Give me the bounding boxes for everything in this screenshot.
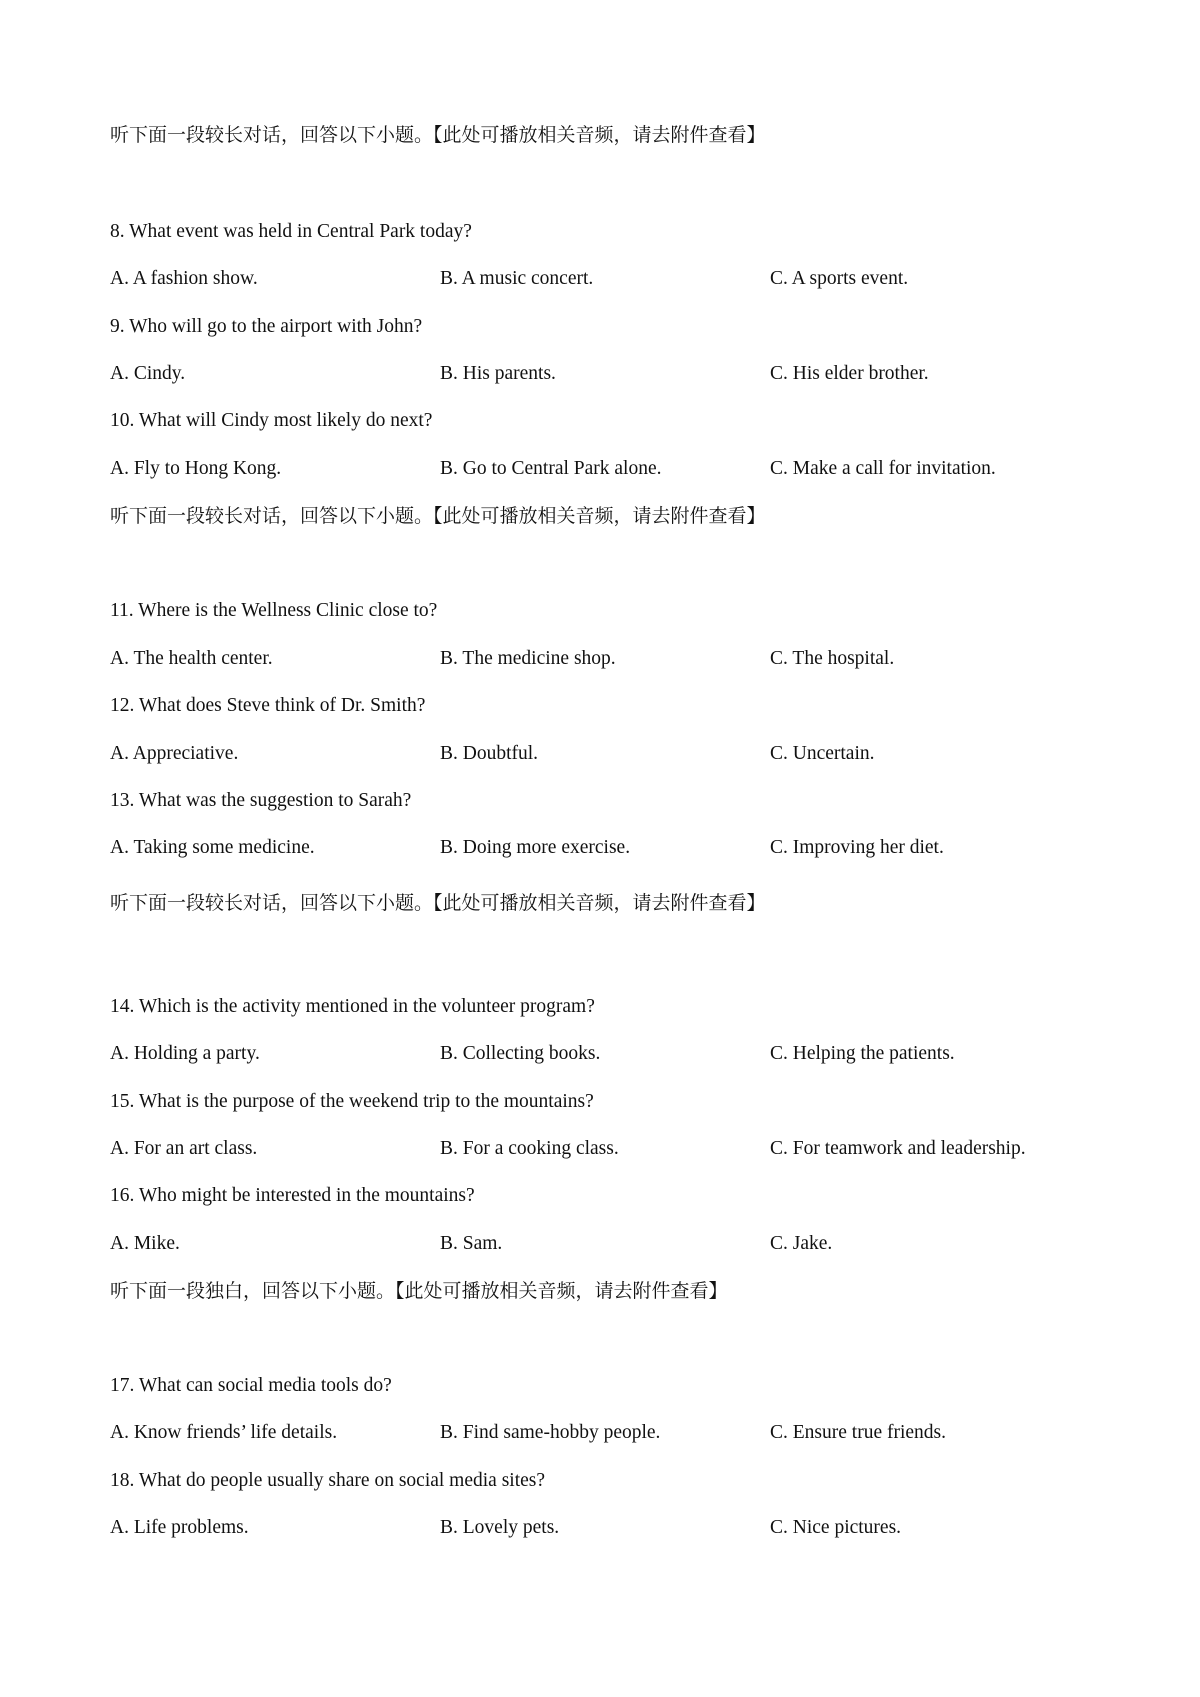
- option-row: [110, 1420, 1110, 1446]
- option-a: A. The health center.: [110, 648, 273, 669]
- option-b: B. Doubtful.: [440, 743, 539, 764]
- option-c: C. His elder brother.: [770, 363, 929, 384]
- option-a: A. A fashion show.: [110, 268, 258, 289]
- question-text: 13. What was the suggestion to Sarah?: [110, 790, 412, 811]
- option-a: A. Taking some medicine.: [110, 837, 315, 858]
- section-intro: 听下面一段较长对话，回答以下小题。【此处可播放相关音频，请去附件查看】: [110, 892, 766, 914]
- question-text: 10. What will Cindy most likely do next?: [110, 410, 433, 431]
- option-row: [110, 266, 1110, 292]
- section-intro: 听下面一段较长对话，回答以下小题。【此处可播放相关音频，请去附件查看】: [110, 505, 766, 527]
- option-b: B. Doing more exercise.: [440, 837, 631, 858]
- question-text: 8. What event was held in Central Park today?: [110, 221, 472, 242]
- question-text: 18. What do people usually share on social media sites?: [110, 1470, 546, 1491]
- question-text: 15. What is the purpose of the weekend trip to the mountains?: [110, 1091, 594, 1112]
- option-a: A. Fly to Hong Kong.: [110, 458, 282, 479]
- option-b: B. A music concert.: [440, 268, 594, 289]
- option-c: C. Uncertain.: [770, 743, 875, 764]
- option-c: C. A sports event.: [770, 268, 909, 289]
- option-row: [110, 741, 1110, 767]
- option-row: [110, 835, 1110, 861]
- question-text: 17. What can social media tools do?: [110, 1375, 392, 1396]
- option-b: B. Lovely pets.: [440, 1517, 560, 1538]
- option-a: A. Cindy.: [110, 363, 186, 384]
- question-text: 12. What does Steve think of Dr. Smith?: [110, 695, 426, 716]
- option-c: C. For teamwork and leadership.: [770, 1138, 1026, 1159]
- option-c: C. Nice pictures.: [770, 1517, 902, 1538]
- option-c: C. Ensure true friends.: [770, 1422, 946, 1443]
- option-b: B. Go to Central Park alone.: [440, 458, 662, 479]
- option-row: [110, 1231, 1110, 1257]
- option-row: [110, 1041, 1110, 1067]
- option-a: A. Appreciative.: [110, 743, 239, 764]
- option-c: C. Improving her diet.: [770, 837, 944, 858]
- option-a: A. Holding a party.: [110, 1043, 260, 1064]
- section-intro: 听下面一段独白，回答以下小题。【此处可播放相关音频，请去附件查看】: [110, 1280, 728, 1302]
- option-c: C. Make a call for invitation.: [770, 458, 996, 479]
- option-b: B. The medicine shop.: [440, 648, 616, 669]
- option-c: C. Helping the patients.: [770, 1043, 955, 1064]
- option-row: [110, 456, 1110, 482]
- option-a: A. For an art class.: [110, 1138, 258, 1159]
- option-a: A. Life problems.: [110, 1517, 249, 1538]
- option-row: [110, 361, 1110, 387]
- option-c: C. Jake.: [770, 1233, 833, 1254]
- option-b: B. His parents.: [440, 363, 556, 384]
- question-text: 11. Where is the Wellness Clinic close to?: [110, 600, 438, 621]
- section-intro: 听下面一段较长对话，回答以下小题。【此处可播放相关音频，请去附件查看】: [110, 124, 766, 146]
- question-text: 14. Which is the activity mentioned in the volunteer program?: [110, 996, 595, 1017]
- question-text: 16. Who might be interested in the mountains?: [110, 1185, 475, 1206]
- option-b: B. Find same-hobby people.: [440, 1422, 661, 1443]
- option-b: B. Collecting books.: [440, 1043, 601, 1064]
- option-a: A. Mike.: [110, 1233, 180, 1254]
- option-c: C. The hospital.: [770, 648, 895, 669]
- option-row: [110, 1136, 1110, 1162]
- option-b: B. Sam.: [440, 1233, 503, 1254]
- option-row: [110, 1515, 1110, 1541]
- option-row: [110, 646, 1110, 672]
- option-a: A. Know friends’ life details.: [110, 1422, 338, 1443]
- question-text: 9. Who will go to the airport with John?: [110, 316, 423, 337]
- option-b: B. For a cooking class.: [440, 1138, 619, 1159]
